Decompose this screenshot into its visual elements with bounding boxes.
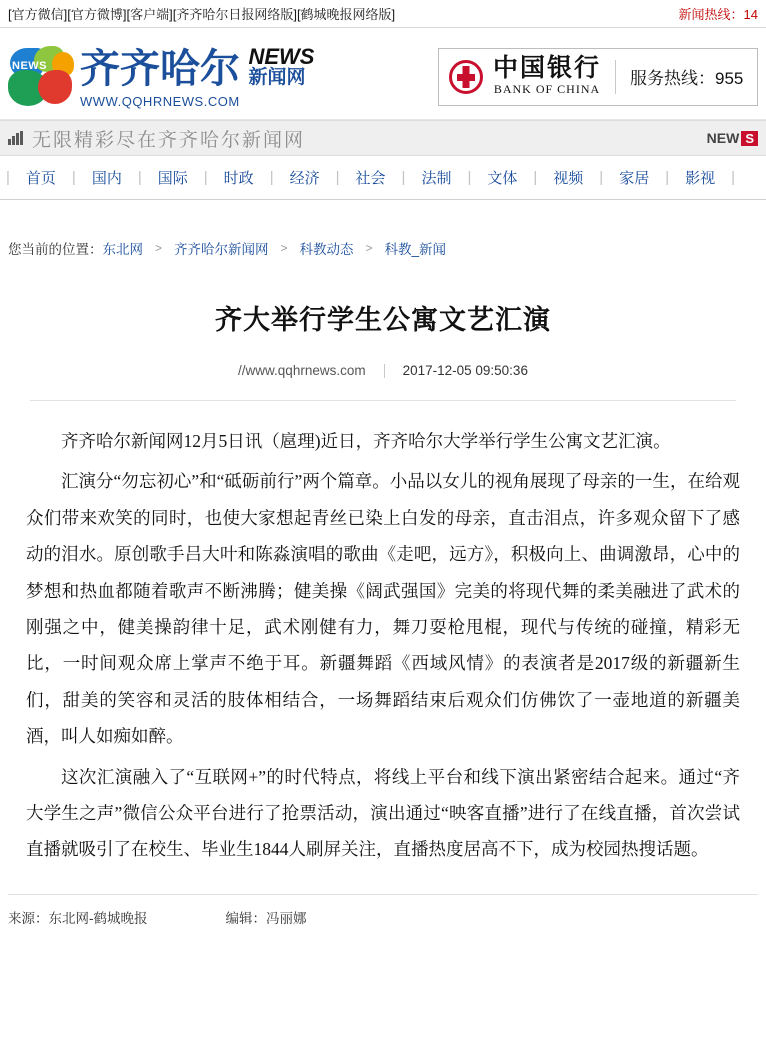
topbar-link-weibo[interactable]: [官方微博] [67, 7, 127, 22]
bank-service-hotline: 服务热线：955 [630, 69, 744, 88]
topbar-link-client[interactable]: [客户端] [126, 7, 173, 22]
nav-item-home-living[interactable]: 家居 [619, 170, 650, 187]
slogan-group [8, 125, 305, 152]
nav-divider: | [599, 169, 604, 186]
footer-source: 来源：东北网-鹤城晚报 [8, 910, 148, 926]
logo-band [0, 28, 766, 120]
nav-divider: | [335, 169, 340, 186]
nav-item-law[interactable]: 法制 [421, 170, 452, 187]
chevron-right-icon: > [280, 241, 288, 255]
logo-subtitle-cn: 新闻网 [248, 66, 306, 88]
article-datetime: 2017-12-05 09:50:36 [402, 363, 528, 378]
topbar-link-daily[interactable]: [齐齐哈尔日报网络版] [172, 7, 297, 22]
news-badge [707, 130, 758, 146]
chevron-right-icon: > [365, 241, 373, 255]
bank-name-cn: 中国银行 [493, 54, 602, 82]
logo-title-cn: 齐齐哈尔 [80, 45, 240, 91]
news-hotline: 新闻热线：14 [678, 7, 758, 22]
main-nav [0, 156, 766, 200]
topbar-link-wechat[interactable]: [官方微信] [8, 7, 68, 22]
logo-text [80, 43, 315, 109]
topbar-link-evening[interactable]: [鹤城晚报网络版] [296, 7, 396, 22]
bank-of-china-ad[interactable] [438, 48, 758, 106]
logo-news-badge: NEWS [12, 59, 47, 72]
bank-of-china-logo-icon [449, 60, 483, 94]
nav-item-society[interactable]: 社会 [355, 170, 386, 187]
breadcrumb-item-science-edu-news[interactable]: 科教_新闻 [384, 242, 447, 257]
meta-rule [30, 400, 736, 401]
bank-name [493, 56, 601, 97]
nav-divider: | [137, 169, 142, 186]
nav-item-domestic[interactable]: 国内 [91, 170, 122, 187]
nav-divider: | [401, 169, 406, 186]
logo-mark-icon [8, 46, 74, 108]
article [0, 298, 766, 868]
logo-url: WWW.QQHRNEWS.COM [80, 93, 240, 109]
page-title: 齐大举行学生公寓文艺汇演 [215, 305, 551, 335]
article-body [26, 423, 740, 868]
logo-title-en: NEWS [248, 43, 315, 69]
nav-divider: | [533, 169, 538, 186]
nav-divider: | [665, 169, 670, 186]
chevron-right-icon: > [155, 241, 163, 255]
ad-divider [615, 60, 616, 94]
breadcrumb-label: 您当前的位置： [8, 242, 103, 257]
news-badge-text: NEW [706, 130, 740, 146]
article-paragraph: 齐齐哈尔新闻网12月5日讯（扈理)近日，齐齐哈尔大学举行学生公寓文艺汇演。 [61, 431, 671, 451]
nav-item-video[interactable]: 视频 [553, 170, 584, 187]
site-logo[interactable] [8, 43, 428, 109]
nav-item-international[interactable]: 国际 [157, 170, 188, 187]
top-bar [0, 0, 766, 28]
nav-divider: | [203, 169, 208, 186]
article-paragraph: 汇演分“勿忘初心”和“砥砺前行”两个篇章。小品以女儿的视角展现了母亲的一生，在给观众们带来欢笑的同时，也使大家想起青丝已染上白发的母亲，直击泪点，许多观众留下了感动的泪水。原创歌手吕大叶和陈淼演唱的歌曲《走吧，远方》，积极向上、曲调激昂，心中的梦想和热血都随着歌声不断沸腾；健美操《阔武强国》完美的将现代舞的柔美融进了武术的刚强之中，健美操韵律十足，武术刚健有力，舞刀耍枪甩棍，现代与传统的碰撞，精彩无比，一时间观众席上掌声不绝于耳。新疆舞蹈《西域风情》的表演者是2017级的新疆新生们，甜美的笑容和灵活的肢体相结合，一场舞蹈结束后观众们仿佛饮了一壶地道的新疆美酒，叫人如痴如醉。 [26, 471, 740, 747]
news-badge-square: S [741, 131, 758, 146]
article-meta [26, 363, 740, 378]
bank-name-en: BANK OF CHINA [493, 82, 601, 97]
nav-item-economy[interactable]: 经济 [289, 170, 320, 187]
breadcrumb-item-science-edu[interactable]: 科教动态 [299, 242, 354, 257]
nav-item-culture[interactable]: 文体 [487, 170, 518, 187]
article-paragraph: 这次汇演融入了“互联网+”的时代特点，将线上平台和线下演出紧密结合起来。通过“齐大学生之声”微信公众平台进行了抢票活动，演出通过“映客直播”进行了在线直播，首次尝试直播就吸引了在校生、毕业生1844人刷屏关注，直播热度居高不下，成为校园热搜话题。 [26, 766, 740, 860]
nav-item-politics[interactable]: 时政 [223, 170, 254, 187]
nav-divider: | [6, 169, 10, 186]
bar-chart-icon [8, 131, 24, 145]
slogan-text: 无限精彩尽在齐齐哈尔新闻网 [32, 129, 306, 151]
breadcrumb-item-dbw[interactable]: 东北网 [102, 242, 143, 257]
nav-item-home[interactable]: 首页 [25, 170, 56, 187]
article-footer [0, 907, 766, 927]
nav-divider: | [731, 169, 736, 186]
nav-divider: | [71, 169, 76, 186]
footer-rule [8, 894, 758, 895]
slogan-band [0, 120, 766, 156]
top-bar-links [8, 4, 395, 23]
breadcrumb [8, 238, 766, 258]
nav-divider: | [467, 169, 472, 186]
nav-item-movies[interactable]: 影视 [685, 170, 716, 187]
footer-editor: 编辑：冯丽娜 [225, 910, 307, 926]
nav-divider: | [269, 169, 274, 186]
meta-divider [384, 364, 385, 378]
breadcrumb-item-qqhrnews[interactable]: 齐齐哈尔新闻网 [174, 242, 269, 257]
article-source-url: //www.qqhrnews.com [238, 363, 366, 378]
